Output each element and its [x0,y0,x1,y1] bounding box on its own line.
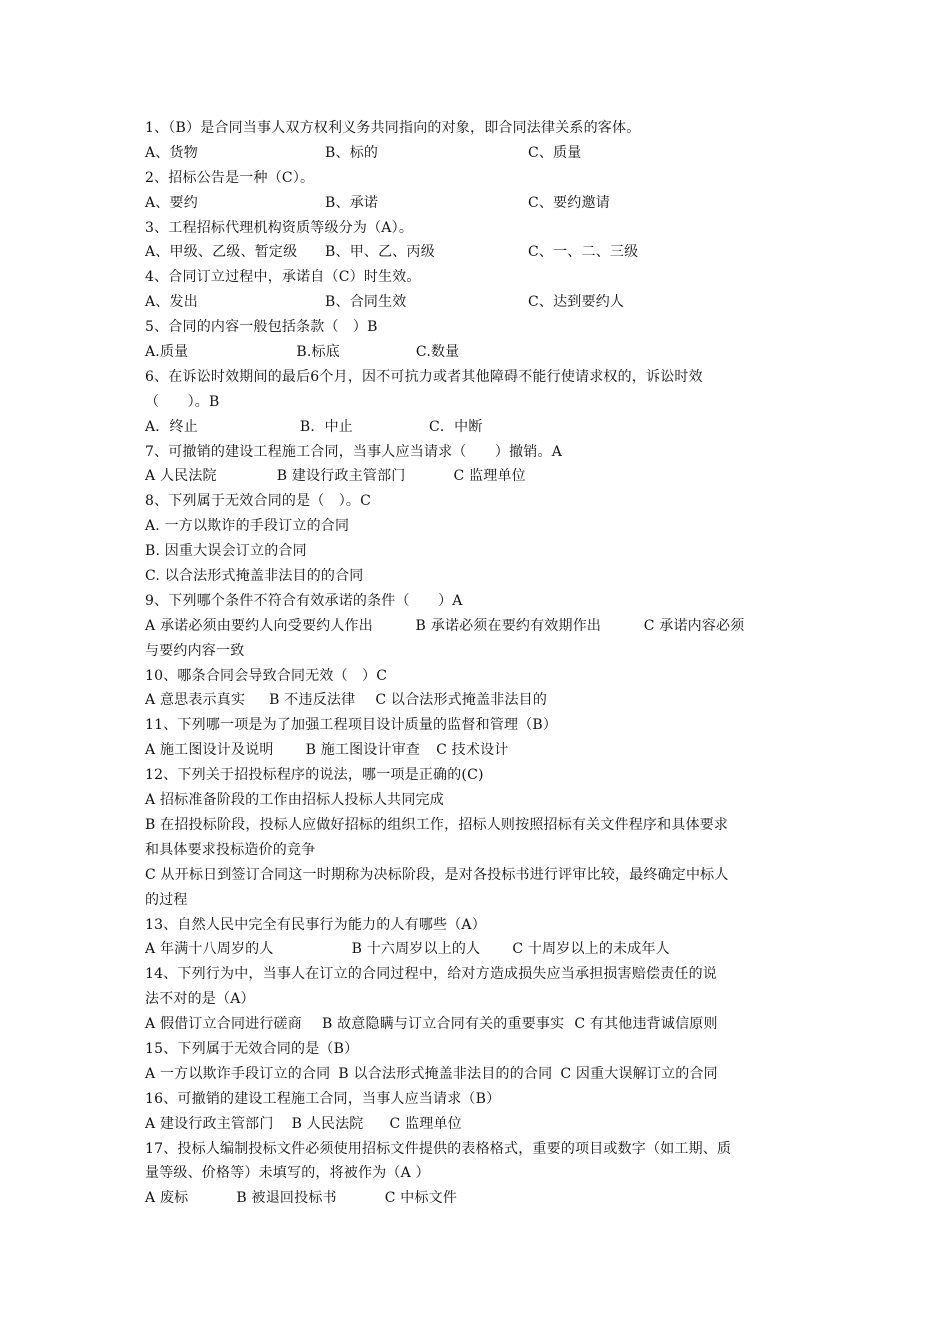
answer-option: A.质量 [145,344,189,361]
answer-option: C、质量 [528,144,582,161]
question-stem: 1、（B）是合同当事人双方权利义务共同指向的对象，即合同法律关系的客体。 [145,120,641,136]
answer-options [145,464,810,489]
answer-option: C．中断 [429,418,483,435]
answer-option: A、要约 [145,194,198,211]
answer-option: C 从开标日到签订合同这一时期称为决标阶段，是对各投标书进行评审比较，最终确定中标人 [145,866,729,883]
answer-option: C 以合法形式掩盖非法目的 [375,692,548,709]
question-stem: 10、哪条合同会导致合同无效（ ）C [145,667,388,684]
question-1 [145,116,810,166]
answer-options [145,340,810,365]
answer-option: A 建设行政主管部门 [145,1115,274,1132]
answer-option: B、标的 [325,144,379,161]
question-12 [145,763,810,912]
question-stem: 4、合同订立过程中，承诺自（C）时生效。 [145,269,421,286]
answer-option: B 十六周岁以上的人 [351,941,481,958]
answer-option: A、货物 [145,144,198,161]
question-4 [145,265,810,315]
question-stem: 11、下列哪一项是为了加强工程项目设计质量的监督和管理（B） [145,717,558,734]
answer-option: A 承诺必须由要约人向受要约人作出 B 承诺必须在要约有效期作出 C 承诺内容必须 [145,617,745,634]
answer-options [145,141,810,166]
answer-options [145,1062,810,1087]
question-5 [145,315,810,365]
question-stem: 量等级、价格等）未填写的，将被作为（A ） [145,1165,430,1182]
answer-options [145,1112,810,1137]
question-stem: 13、自然人民中完全有民事行为能力的人有哪些（A） [145,916,486,933]
question-10 [145,664,810,714]
question-stem: 7、可撤销的建设工程施工合同，当事人应当请求（ ）撤销。A [145,443,563,460]
question-16 [145,1087,810,1137]
answer-option: B 被退回投标书 [236,1190,337,1207]
question-11 [145,713,810,763]
answer-option: C. 以合法形式掩盖非法目的的合同 [145,568,364,585]
question-stem: 6、在诉讼时效期间的最后6个月，因不可抗力或者其他障碍不能行使请求权的，诉讼时效 [145,368,703,385]
answer-options [145,415,810,440]
answer-option: C 十周岁以上的未成年人 [512,941,670,958]
question-3 [145,216,810,266]
answer-option: C 有其他违背诚信原则 [574,1016,718,1033]
answer-option: 的过程 [145,891,188,908]
answer-option: B 建设行政主管部门 [276,468,406,485]
answer-options [145,688,810,713]
answer-option: A．终止 [145,418,198,435]
answer-option: A 年满十八周岁的人 [145,941,274,958]
question-stem: 16、可撤销的建设工程施工合同，当事人应当请求（B） [145,1090,501,1107]
answer-option: A 废标 [145,1190,189,1207]
answer-option: C、达到要约人 [528,294,625,311]
answer-option: A 人民法院 [145,468,217,485]
answer-option: B.标底 [296,344,340,361]
answer-options [145,1186,810,1211]
answer-option: C 监理单位 [389,1115,462,1132]
answer-option: A、发出 [145,294,198,311]
answer-option: C 因重大误解订立的合同 [560,1065,718,1082]
question-8 [145,489,810,589]
answer-option: A 意思表示真实 [145,692,246,709]
answer-option: 与要约内容一致 [145,642,245,659]
question-stem: 15、下列属于无效合同的是（B） [145,1040,359,1057]
question-stem: 9、下列哪个条件不符合有效承诺的条件（ ）A [145,592,463,609]
answer-option: A 一方以欺诈手段订立的合同 [145,1065,331,1082]
question-15 [145,1037,810,1087]
answer-option: 和具体要求投标造价的竞争 [145,841,316,858]
answer-options [145,240,810,265]
question-6 [145,365,810,440]
question-9 [145,589,810,664]
question-stem: 17、投标人编制投标文件必须使用招标文件提供的表格格式，重要的项目或数字（如工期、质 [145,1140,732,1157]
answer-option: B 不违反法律 [269,692,356,709]
question-stem: 5、合同的内容一般包括条款（ ）B [145,319,378,336]
question-stem: 12、下列关于招投标程序的说法，哪一项是正确的(C) [145,767,484,784]
answer-option: C、一、二、三级 [528,244,639,261]
question-7 [145,440,810,490]
answer-option: B 故意隐瞒与订立合同有关的重要事实 [321,1016,565,1033]
answer-option: C.数量 [415,344,460,361]
question-stem: 14、下列行为中，当事人在订立的合同过程中，给对方造成损失应当承担损害赔偿责任的说 [145,966,718,983]
answer-options [145,1012,810,1037]
answer-options [145,738,810,763]
answer-option: A. 一方以欺诈的手段订立的合同 [145,518,350,535]
answer-option: C 中标文件 [384,1190,458,1207]
answer-option: B 以合法形式掩盖非法目的的合同 [338,1065,553,1082]
answer-option: B、承诺 [325,194,379,211]
answer-option: B．中止 [299,418,354,435]
question-14 [145,962,810,1037]
answer-option: A 假借订立合同进行磋商 [145,1016,302,1033]
question-2 [145,166,810,216]
answer-option: C 技术设计 [436,742,509,759]
question-stem: 8、下列属于无效合同的是（ ）。C [145,493,372,510]
answer-option: B. 因重大误会订立的合同 [145,543,307,560]
answer-option: C、要约邀请 [528,194,610,211]
answer-options [145,290,810,315]
answer-option: B 在招投标阶段，投标人应做好招标的组织工作，招标人则按照招标有关文件程序和具体要求 [145,816,729,833]
answer-option: B、合同生效 [325,294,407,311]
answer-option: B 人民法院 [291,1115,364,1132]
question-stem: 2、招标公告是一种（C）。 [145,169,315,186]
answer-option: A 招标准备阶段的工作由招标人投标人共同完成 [145,792,444,809]
question-stem: 法不对的是（A） [145,991,255,1008]
answer-options [145,191,810,216]
question-17 [145,1137,810,1212]
answer-option: C 监理单位 [453,468,526,485]
question-list [145,116,810,1211]
answer-options [145,937,810,962]
question-13 [145,913,810,963]
question-stem: （ ）。B [145,393,220,410]
answer-option: A 施工图设计及说明 [145,742,274,759]
answer-option: B 施工图设计审查 [305,742,421,759]
question-stem: 3、工程招标代理机构资质等级分为（A）。 [145,219,414,236]
answer-option: A、甲级、乙级、暂定级 [145,244,298,261]
answer-option: B、甲、乙、丙级 [325,244,435,261]
